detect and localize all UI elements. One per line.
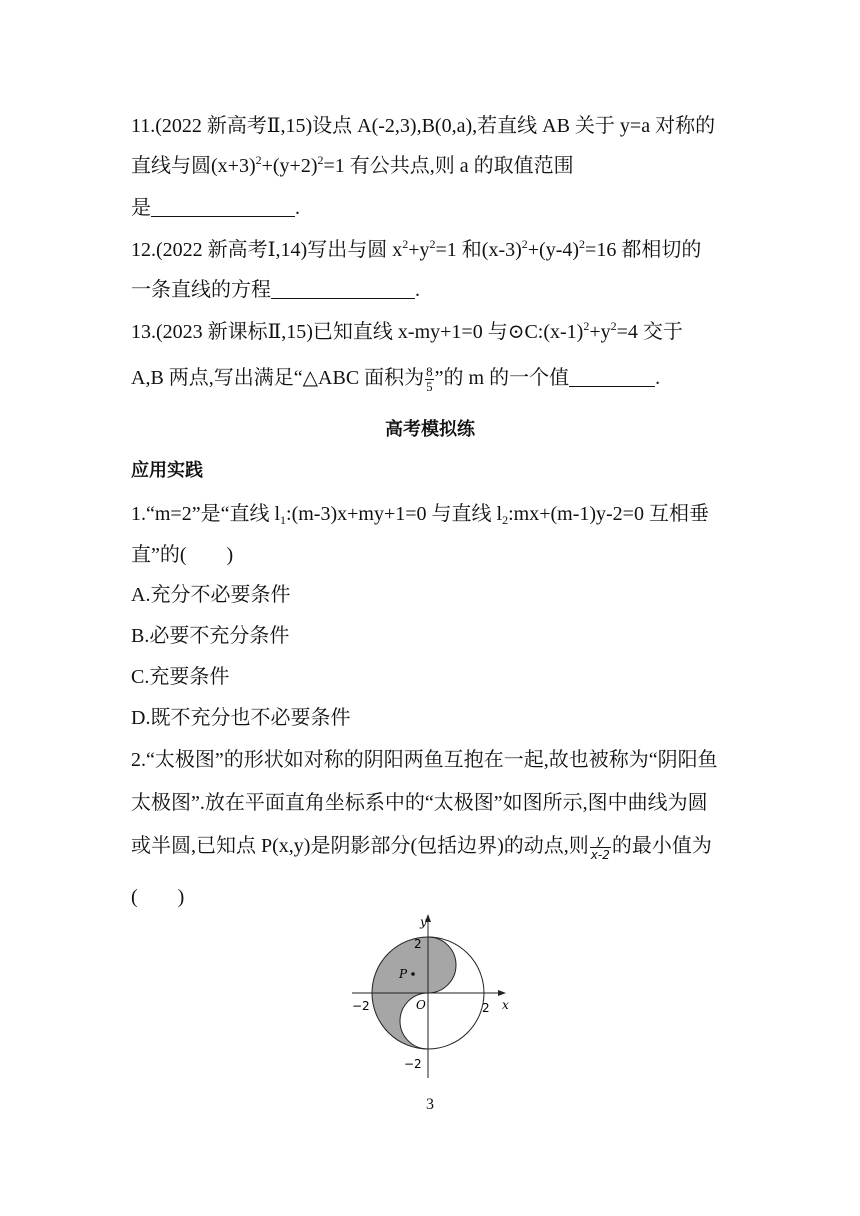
option-a: A.充分不必要条件	[131, 584, 291, 606]
point-p-label: P	[399, 967, 408, 981]
point-p-dot	[411, 972, 415, 976]
page-number: 3	[426, 1096, 434, 1113]
tick-y-bottom: −2	[404, 1057, 422, 1071]
option-c: C.充要条件	[131, 666, 230, 688]
section-title: 高考模拟练	[385, 419, 475, 440]
q13-line-1: 13.(2023 新课标Ⅱ,15)已知直线 x-my+1=0 与$⊙C:(x-1)^2+y^2=4$ 交于	[131, 319, 683, 343]
taiji-diagram	[350, 912, 520, 1082]
fraction-y-over-x-minus-2: $\frac{y}{x-2}$	[590, 832, 610, 862]
q12-line-2: 一条直线的方程 .	[131, 279, 420, 301]
p2-line-3: 或半圆,已知点 P(x,y)是阴影部分(包括边界)的动点,则 $\frac{y}{x-2}$ 的最小值为	[131, 832, 712, 862]
q11-line-3: 是 .	[131, 197, 300, 219]
tick-y-top: 2	[414, 937, 422, 951]
x-axis-arrow	[498, 990, 506, 996]
q13-line-2: A,B 两点,写出满足“△ABC 面积为 $\frac{8}{5}$ ”的 m 的一个值 .	[131, 363, 661, 394]
option-b: B.必要不充分条件	[131, 625, 290, 647]
subsection-title: 应用实践	[131, 460, 203, 481]
q11-line-1: 11.(2022 新高考Ⅱ,15)设点 A(-2,3),B(0,a),若直线 AB 关于 y=a 对称的	[131, 115, 716, 137]
p1-line-1: 1.“m=2”是“直线 $l_1:(m-3)x+my+1=0$ 与直线 $l_2:mx+(m-1)y-2=0$ 互相垂	[131, 503, 709, 527]
p2-line-4: ( )	[131, 886, 185, 908]
x-axis-label: x	[502, 998, 509, 1012]
answer-blank[interactable]	[569, 366, 655, 387]
y-axis-label: y	[420, 915, 427, 929]
q12-line-1: 12.(2022 新高考Ⅰ,14)写出与圆 $x^2+y^2=1$ 和$(x-3)^2+(y-4)^2=16$ 都相切的	[131, 237, 702, 261]
option-d: D.既不充分也不必要条件	[131, 707, 351, 729]
p1-line-2: 直”的( )	[131, 544, 234, 566]
answer-blank[interactable]	[151, 196, 295, 217]
tick-x-left: −2	[352, 999, 370, 1013]
tick-x-right: 2	[482, 1001, 490, 1015]
answer-blank[interactable]	[271, 278, 415, 299]
p2-line-1: 2.“太极图”的形状如对称的阴阳两鱼互抱在一起,故也被称为“阴阳鱼	[131, 749, 718, 771]
taiji-figure	[350, 912, 520, 1088]
p2-line-2: 太极图”.放在平面直角坐标系中的“太极图”如图所示,图中曲线为圆	[131, 792, 708, 814]
fraction-8-5: $\frac{8}{5}$	[426, 363, 433, 394]
q11-line-2: 直线与圆$(x+3)^2+(y+2)^2=1$ 有公共点,则 a 的取值范围	[131, 153, 574, 177]
origin-label: O	[416, 998, 426, 1012]
